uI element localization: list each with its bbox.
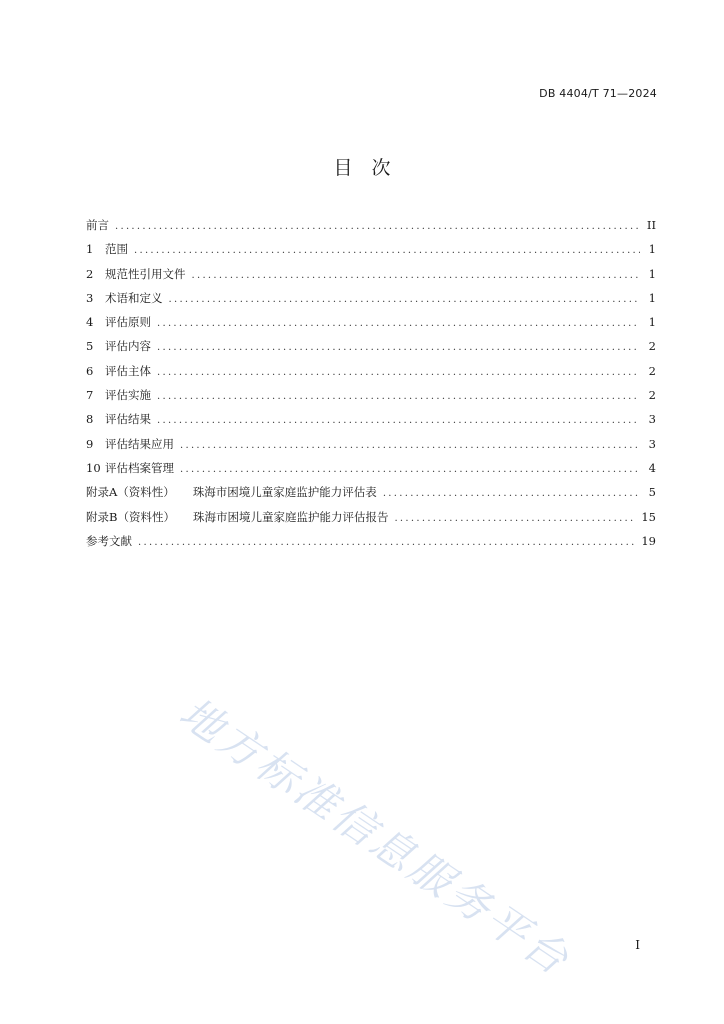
toc-entry[interactable] <box>86 484 656 508</box>
toc-entry[interactable] <box>86 509 656 533</box>
toc-entry-page: 1 <box>648 315 656 330</box>
toc-leader-dots <box>192 270 641 281</box>
toc-entry-label: 附录A（资料性） <box>86 485 175 500</box>
toc-entry-number: 9 <box>86 436 94 451</box>
toc-leader-dots <box>115 221 640 232</box>
toc-leader-dots <box>157 391 640 402</box>
toc-entry-label: 评估实施 <box>105 388 151 403</box>
toc-entry[interactable] <box>86 436 656 460</box>
toc-entry-label: 术语和定义 <box>105 290 163 305</box>
toc-entry[interactable] <box>86 411 656 435</box>
toc-entry[interactable] <box>86 290 656 314</box>
toc-leader-dots <box>157 318 640 329</box>
toc-entry[interactable] <box>86 338 656 362</box>
toc-leader-dots <box>157 415 640 426</box>
toc-entry-label: 评估原则 <box>105 315 151 330</box>
toc-entry-page: 3 <box>648 436 656 451</box>
toc-title: 目 次 <box>333 157 391 179</box>
toc-entry-number: 2 <box>86 266 94 281</box>
toc-leader-dots <box>180 440 640 451</box>
toc-entry[interactable] <box>86 460 656 484</box>
toc-entry-page: 1 <box>648 290 656 305</box>
toc-entry-number: 6 <box>86 363 94 378</box>
toc-entry-label: 评估结果 <box>105 412 151 427</box>
toc-entry-page: 2 <box>648 388 656 403</box>
toc-entry-number: 1 <box>86 242 94 257</box>
watermark: 地方标准信息服务平台 <box>170 687 580 986</box>
toc-entry-label: 范围 <box>105 242 128 257</box>
toc-entry[interactable] <box>86 387 656 411</box>
toc-entry-subtitle: 珠海市困境儿童家庭监护能力评估表 <box>192 485 377 500</box>
toc-entry-label: 评估内容 <box>105 339 151 354</box>
toc-entry-page: 15 <box>641 509 656 524</box>
toc-leader-dots <box>169 294 641 305</box>
page-number: I <box>635 938 640 952</box>
toc-entry-label: 评估主体 <box>105 363 151 378</box>
toc-entry[interactable] <box>86 533 656 557</box>
toc-entry-label: 参考文献 <box>86 533 132 548</box>
toc-entry-label: 评估档案管理 <box>105 460 174 475</box>
toc-entry-label: 评估结果应用 <box>105 436 174 451</box>
toc-entry[interactable] <box>86 314 656 338</box>
toc-leader-dots <box>383 488 640 499</box>
toc-entry-number: 5 <box>86 339 94 354</box>
toc-leader-dots <box>157 367 640 378</box>
toc-entry-page: 1 <box>648 266 656 281</box>
toc-entry[interactable] <box>86 363 656 387</box>
toc-entry-page: 3 <box>648 412 656 427</box>
toc-leader-dots <box>138 537 635 548</box>
toc-entry[interactable] <box>86 241 656 265</box>
toc-entry-number: 4 <box>86 315 94 330</box>
toc-entry-label: 前言 <box>86 218 109 232</box>
toc-entry-page: II <box>646 218 656 232</box>
toc-entry-number: 8 <box>86 412 94 427</box>
toc-leader-dots <box>134 245 640 256</box>
toc-entry-label: 附录B（资料性） <box>86 509 175 524</box>
toc-leader-dots <box>157 342 640 353</box>
toc-entry-page: 1 <box>648 242 656 257</box>
toc-entry[interactable] <box>86 217 656 241</box>
toc-leader-dots <box>394 513 635 524</box>
toc-entry[interactable] <box>86 266 656 290</box>
table-of-contents <box>86 217 656 557</box>
toc-entry-page: 19 <box>641 533 656 548</box>
toc-entry-page: 2 <box>648 363 656 378</box>
toc-entry-number: 10 <box>86 460 101 475</box>
toc-leader-dots <box>180 464 640 475</box>
toc-entry-page: 5 <box>648 485 656 500</box>
toc-entry-label: 规范性引用文件 <box>105 266 186 281</box>
toc-entry-number: 7 <box>86 388 94 403</box>
standard-code: DB 4404/T 71—2024 <box>539 87 657 100</box>
toc-entry-subtitle: 珠海市困境儿童家庭监护能力评估报告 <box>192 509 389 524</box>
toc-entry-page: 2 <box>648 339 656 354</box>
toc-entry-number: 3 <box>86 290 94 305</box>
toc-entry-page: 4 <box>648 460 656 475</box>
